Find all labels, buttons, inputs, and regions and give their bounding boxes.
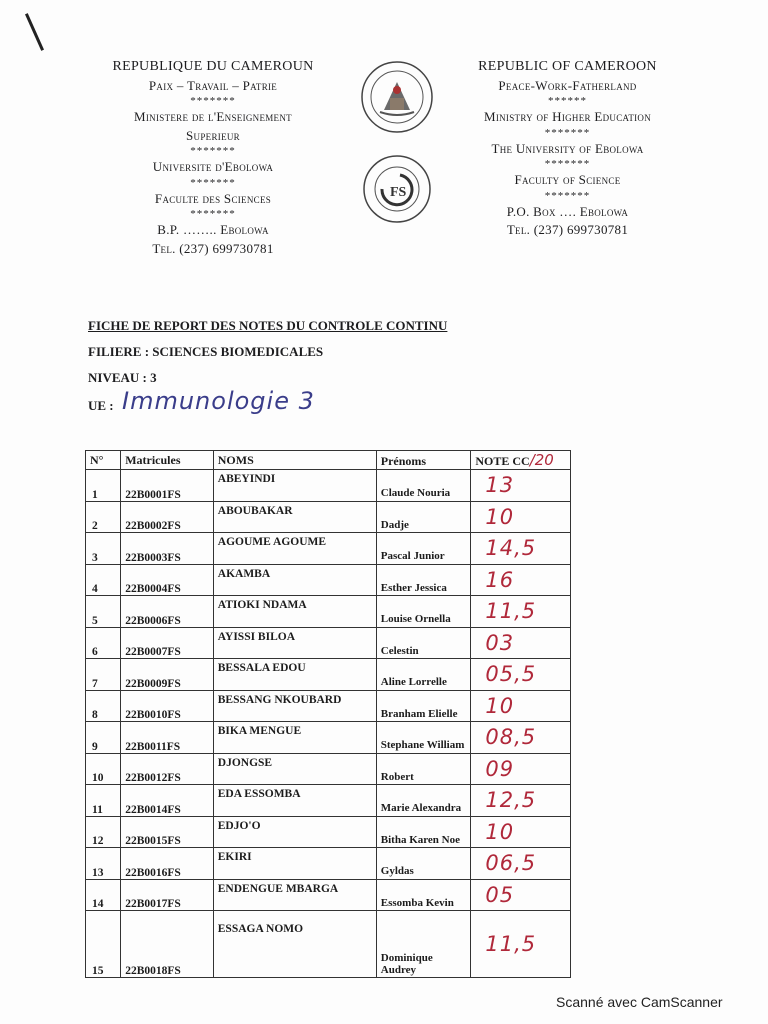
row-prenom: Gyldas (376, 848, 471, 880)
row-matricule: 22B0004FS (121, 564, 214, 596)
header-en-separator: ******* (544, 158, 591, 170)
row-prenom: Marie Alexandra (376, 785, 471, 817)
table-header-row (86, 451, 571, 470)
header-en-po-box: P.O. Box …. Ebolowa (506, 203, 629, 219)
faculty-monogram: FS (390, 185, 407, 200)
header-prenom: Prénoms (376, 451, 471, 470)
header-en-motto: Peace-Work-Fatherland (498, 77, 637, 93)
row-matricule: 22B0016FS (121, 848, 214, 880)
row-note-handwritten: 10 (471, 690, 571, 722)
row-matricule: 22B0014FS (121, 785, 214, 817)
header-matricule: Matricules (121, 451, 214, 470)
row-nom: ATIOKI NDAMA (213, 596, 376, 628)
row-matricule: 22B0011FS (121, 722, 214, 754)
table-row (86, 816, 571, 848)
row-number: 10 (86, 753, 121, 785)
row-nom: AGOUME AGOUME (213, 533, 376, 565)
niveau-line: NIVEAU : 3 (88, 370, 157, 385)
table-row (86, 596, 571, 628)
row-number: 8 (86, 690, 121, 722)
table-row (86, 690, 571, 722)
header-fr-country: REPUBLIQUE DU CAMEROUN (112, 59, 314, 74)
row-number: 7 (86, 659, 121, 691)
row-number: 14 (86, 879, 121, 911)
row-number: 4 (86, 564, 121, 596)
pen-stroke-mark (25, 13, 44, 51)
row-note-handwritten: 11,5 (471, 596, 571, 628)
row-note-handwritten: 09 (471, 753, 571, 785)
table-row (86, 470, 571, 502)
row-number: 11 (86, 785, 121, 817)
row-nom: BESSALA EDOU (213, 659, 376, 691)
row-number: 5 (86, 596, 121, 628)
header-en-separator: ****** (548, 95, 587, 107)
row-note-handwritten: 12,5 (471, 785, 571, 817)
header-fr-ministry-2: Superieur (186, 127, 240, 143)
header-english (455, 58, 680, 240)
row-note-handwritten: 10 (471, 501, 571, 533)
row-number: 12 (86, 816, 121, 848)
row-nom: ESSAGA NOMO (213, 911, 376, 978)
row-prenom: Louise Ornella (376, 596, 471, 628)
grades-table (85, 450, 571, 978)
row-nom: EDA ESSOMBA (213, 785, 376, 817)
row-prenom: Bitha Karen Noe (376, 816, 471, 848)
scanner-watermark: Scanné avec CamScanner (556, 994, 723, 1010)
row-note-handwritten: 06,5 (471, 848, 571, 880)
row-prenom: Stephane William (376, 722, 471, 754)
row-nom: EDJO'O (213, 816, 376, 848)
header-en-faculty: Faculty of Science (514, 172, 621, 187)
table-row (86, 627, 571, 659)
header-note-scale: /20 (529, 451, 554, 469)
header-fr-university: Universite d'Ebolowa (152, 159, 274, 174)
row-nom: ABOUBAKAR (213, 501, 376, 533)
header-fr-tel: Tel. (237) 699730781 (152, 240, 274, 256)
row-note-handwritten: 14,5 (471, 533, 571, 565)
row-matricule: 22B0009FS (121, 659, 214, 691)
row-number: 9 (86, 722, 121, 754)
row-prenom: Essomba Kevin (376, 879, 471, 911)
row-nom: BESSANG NKOUBARD (213, 690, 376, 722)
table-row (86, 564, 571, 596)
row-note-handwritten: 05,5 (471, 659, 571, 691)
row-matricule: 22B0002FS (121, 501, 214, 533)
row-nom: DJONGSE (213, 753, 376, 785)
header-fr-separator: ******* (190, 208, 236, 220)
filiere-line: FILIERE : SCIENCES BIOMEDICALES (88, 344, 324, 359)
faculty-seal-logo (360, 155, 434, 223)
row-note-handwritten: 03 (471, 627, 571, 659)
row-note-handwritten: 05 (471, 879, 571, 911)
document-title: FICHE DE REPORT DES NOTES DU CONTROLE CONTINU (88, 318, 448, 333)
row-prenom: Pascal Junior (376, 533, 471, 565)
header-french (98, 58, 328, 258)
header-fr-ministry: Ministere de l'Enseignement (134, 109, 292, 124)
row-prenom: Claude Nouria (376, 470, 471, 502)
row-matricule: 22B0015FS (121, 816, 214, 848)
header-nom: NOMS (213, 451, 376, 470)
table-row (86, 533, 571, 565)
row-prenom: Robert (376, 753, 471, 785)
row-matricule: 22B0018FS (121, 911, 214, 978)
table-row (86, 785, 571, 817)
header-en-separator: ******* (544, 126, 591, 139)
row-matricule: 22B0007FS (121, 627, 214, 659)
header-fr-faculty: Faculte des Sciences (154, 190, 272, 206)
row-matricule: 22B0006FS (121, 596, 214, 628)
header-en-tel: Tel. (237) 699730781 (506, 222, 629, 237)
row-prenom: Branham Elielle (376, 690, 471, 722)
row-nom: EKIRI (213, 848, 376, 880)
header-en-country: REPUBLIC OF CAMEROON (478, 59, 657, 74)
table-row (86, 501, 571, 533)
row-note-handwritten: 10 (471, 816, 571, 848)
header-fr-separator: ******* (190, 176, 236, 189)
row-nom: AYISSI BILOA (213, 627, 376, 659)
table-row (86, 911, 571, 978)
header-fr-separator: ******* (190, 95, 236, 107)
row-matricule: 22B0017FS (121, 879, 214, 911)
header-note-label: NOTE CC (475, 454, 530, 468)
row-matricule: 22B0001FS (121, 470, 214, 502)
header-en-university: The University of Ebolowa (491, 140, 644, 156)
row-nom: AKAMBA (213, 564, 376, 596)
row-number: 3 (86, 533, 121, 565)
ue-label: UE : (88, 398, 114, 413)
row-number: 13 (86, 848, 121, 880)
row-nom: BIKA MENGUE (213, 722, 376, 754)
row-prenom: Aline Lorrelle (376, 659, 471, 691)
row-number: 6 (86, 627, 121, 659)
table-row (86, 848, 571, 880)
table-row (86, 722, 571, 754)
header-fr-separator: ******* (190, 145, 236, 157)
row-note-handwritten: 16 (471, 564, 571, 596)
row-matricule: 22B0012FS (121, 753, 214, 785)
row-note-handwritten: 13 (471, 470, 571, 502)
header-num: N° (86, 451, 121, 470)
table-row (86, 659, 571, 691)
row-prenom: Dadje (376, 501, 471, 533)
row-note-handwritten: 08,5 (471, 722, 571, 754)
grades-table-body (86, 470, 571, 978)
row-nom: ABEYINDI (213, 470, 376, 502)
university-seal-logo (360, 60, 434, 134)
row-prenom: Dominique Audrey (376, 911, 471, 978)
header-en-separator: ******* (544, 189, 591, 202)
row-matricule: 22B0003FS (121, 533, 214, 565)
row-nom: ENDENGUE MBARGA (213, 879, 376, 911)
ue-handwritten-value: Immunologie 3 (122, 387, 315, 415)
row-note-handwritten: 11,5 (471, 911, 571, 978)
row-number: 15 (86, 911, 121, 978)
row-prenom: Celestin (376, 627, 471, 659)
row-matricule: 22B0010FS (121, 690, 214, 722)
header-fr-po-box: B.P. …….. Ebolowa (157, 222, 269, 237)
row-prenom: Esther Jessica (376, 564, 471, 596)
table-row (86, 879, 571, 911)
header-fr-motto: Paix – Travail – Patrie (148, 77, 278, 93)
header-en-ministry: Ministry of Higher Education (483, 109, 652, 124)
header-note (471, 451, 571, 470)
row-number: 1 (86, 470, 121, 502)
row-number: 2 (86, 501, 121, 533)
table-row (86, 753, 571, 785)
